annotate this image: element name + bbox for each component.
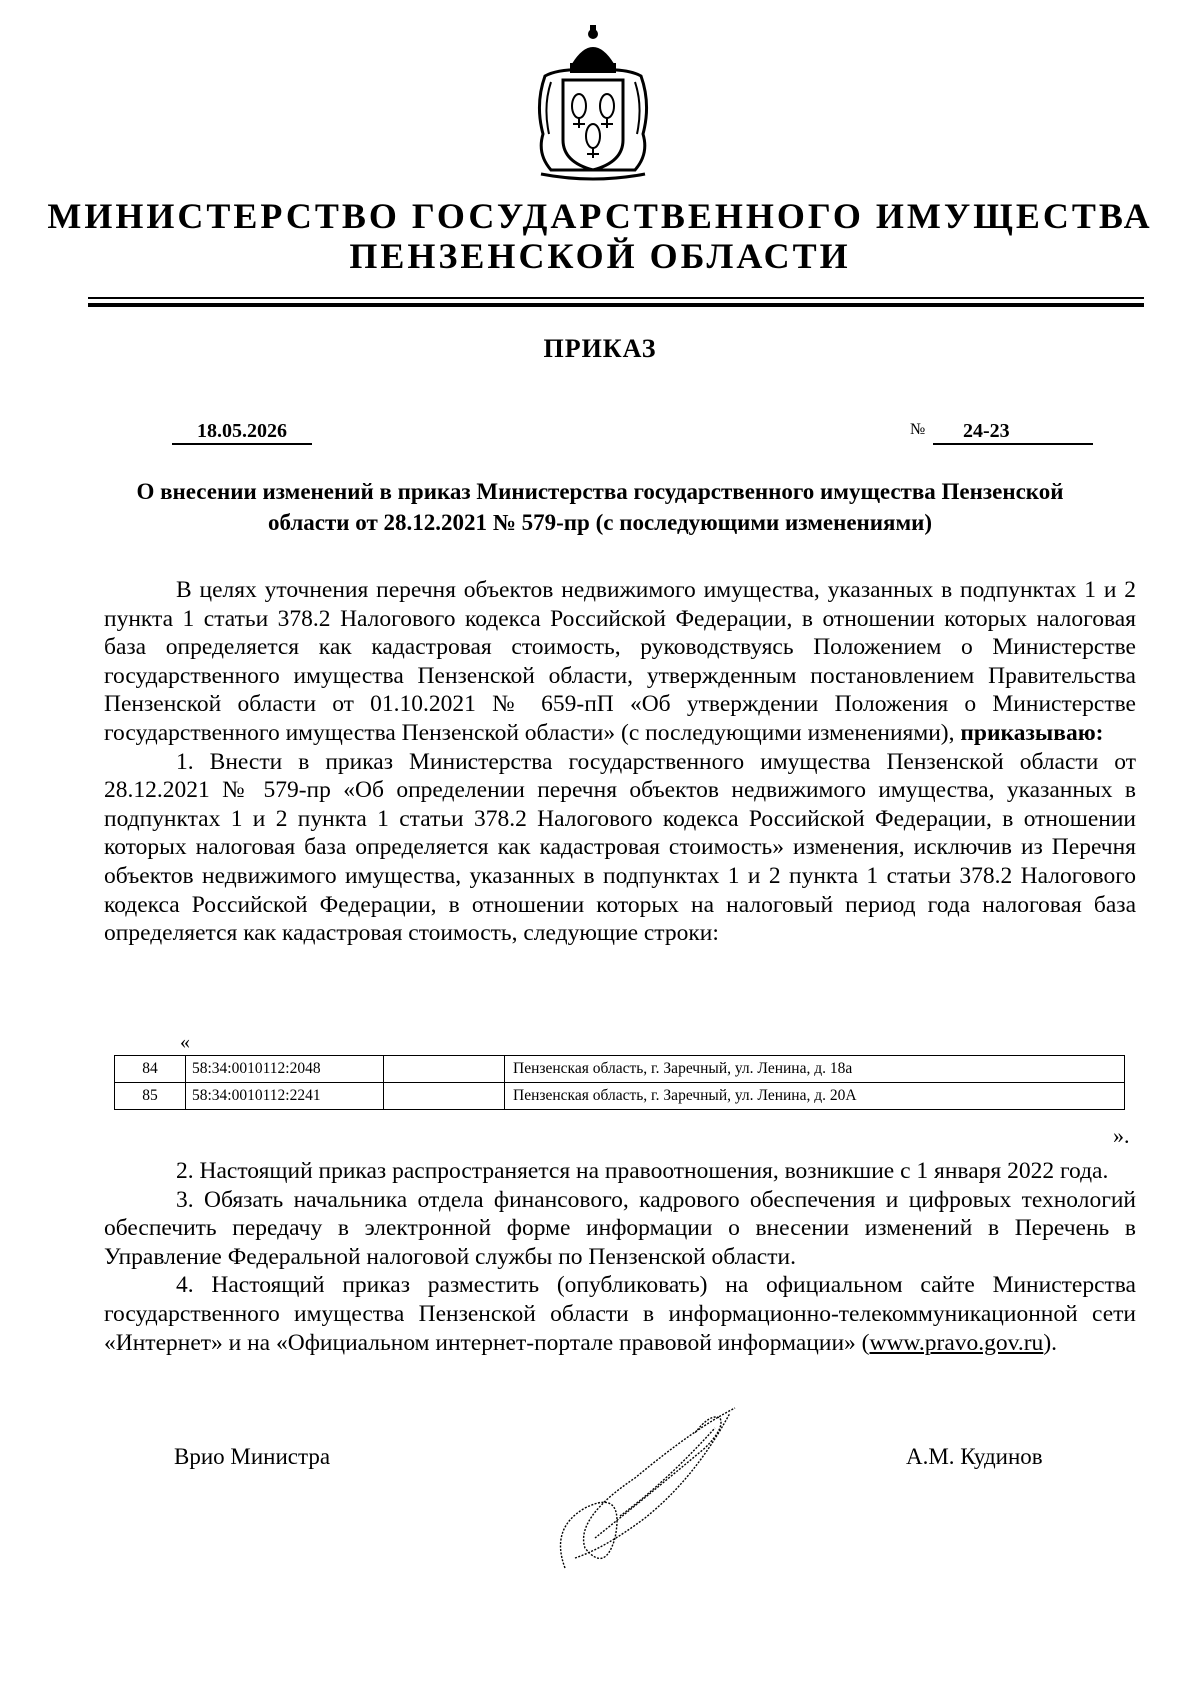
signer-position: Врио Министра (174, 1444, 331, 1469)
document-type-title: ПРИКАЗ (543, 334, 657, 363)
cadastral-number: 58:34:0010112:2048 (186, 1056, 384, 1083)
pravo-link[interactable]: www.pravo.gov.ru (869, 1329, 1044, 1356)
item-2-paragraph: 2. Настоящий приказ распространяется на правоотношения, возникшие с 1 января 2022 года. (176, 1158, 1109, 1184)
number-sign: № (910, 421, 926, 438)
row-number: 84 (115, 1056, 186, 1083)
order-subject: О внесении изменений в приказ Министерства государственного имущества Пензенской области от 28.12.2021 № 579-пр (с последующими изменениями) (136, 479, 1064, 535)
preamble-bold-tail: приказываю: (960, 719, 1104, 746)
row-number: 85 (115, 1083, 186, 1110)
cadastral-number: 58:34:0010112:2241 (186, 1083, 384, 1110)
item-1-paragraph: 1. Внести в приказ Министерства государственного имущества Пензенской области от 28.12.2021 № 579-пр «Об определении перечня объектов недвижимого имущества, указанных в подпунктах 1 и 2 пункта 1 статьи 378.2 Налогового кодекса Российской Федерации, в отношении которых налоговая база определяется как кадастровая стоимость» изменения, исключив из Перечня объектов недвижимого имущества, указанных в подпунктах 1 и 2 пункта 1 статьи 378.2 Налогового кодекса Российской Федерации, в отношении которых на налоговый период года налоговая база определяется как кадастровая стоимость, следующие строки: (104, 748, 1136, 947)
empty-cell (384, 1083, 505, 1110)
header-divider-thick (88, 303, 1144, 307)
preamble-paragraph (104, 576, 1136, 748)
quote-close-mark: ». (1113, 1123, 1130, 1148)
item-4-text: 4. Настоящий приказ разместить (опубликовать) на официальном сайте Министерства государственного имущества Пензенской области в информационно-телекоммуникационной сети «Интернет» и на «Официальном интернет-портале правовой информации» ( (104, 1272, 1136, 1356)
header-divider-thin (88, 297, 1144, 299)
order-date: 18.05.2026 (197, 420, 287, 442)
item-4-tail: ). (1043, 1329, 1058, 1356)
item-4-paragraph (104, 1271, 1136, 1357)
table-row (115, 1083, 1125, 1110)
order-number: 24-23 (963, 420, 1010, 442)
empty-cell (384, 1056, 505, 1083)
quote-open-mark: « (180, 1031, 190, 1053)
date-underline (172, 443, 312, 445)
ministry-name-line1: МИНИСТЕРСТВО ГОСУДАРСТВЕННОГО ИМУЩЕСТВА (47, 196, 1153, 236)
object-address: Пензенская область, г. Заречный, ул. Ленина, д. 20А (505, 1083, 1125, 1110)
handwritten-signature (545, 1398, 745, 1583)
number-underline (933, 443, 1093, 445)
coat-of-arms-icon (531, 24, 655, 182)
signer-name: А.М. Кудинов (906, 1444, 1043, 1469)
item-3-paragraph: 3. Обязать начальника отдела финансового, кадрового обеспечения и цифровых технологий обеспечить передачу в электронной форме информации о внесении изменений в Перечень в Управление Федеральной налоговой службы по Пензенской области. (104, 1186, 1136, 1270)
table-row (115, 1056, 1125, 1083)
order-body (104, 576, 1136, 948)
object-address: Пензенская область, г. Заречный, ул. Ленина, д. 18а (505, 1056, 1125, 1083)
excluded-rows-table (114, 1055, 1125, 1110)
ministry-name-line2: ПЕНЗЕНСКОЙ ОБЛАСТИ (349, 236, 851, 276)
preamble-text: В целях уточнения перечня объектов недвижимого имущества, указанных в подпунктах 1 и 2 пункта 1 статьи 378.2 Налогового кодекса Российской Федерации, в отношении которых налоговая база определяется как кадастровая стоимость, руководствуясь Положением о Министерстве государственного имущества Пензенской области, утвержденным постановлением Правительства Пензенской области от 01.10.2021 № 659-пП «Об утверждении Положения о Министерстве государственного имущества Пензенской области» (с последующими изменениями), (104, 577, 1136, 746)
order-body-continued (104, 1157, 1136, 1357)
